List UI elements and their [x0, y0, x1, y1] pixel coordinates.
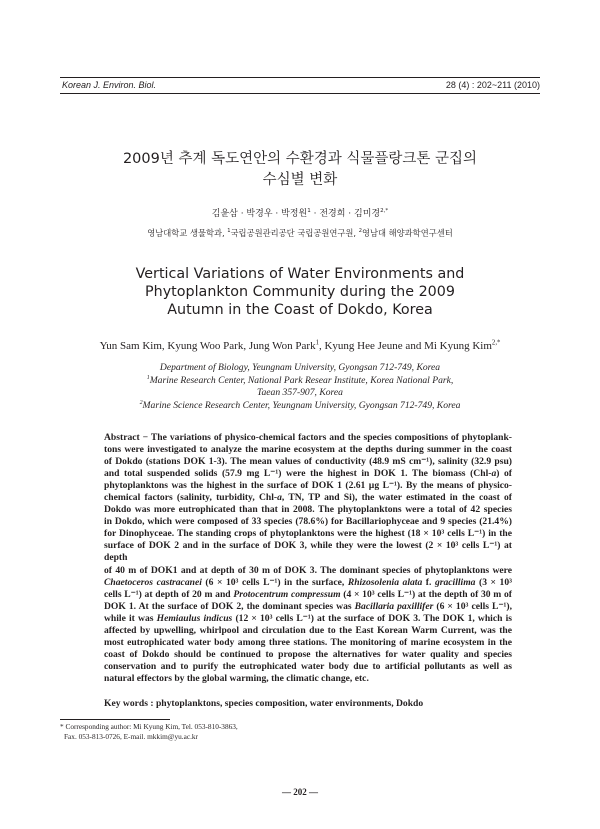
abstract-text: (12 × 10³ cells L⁻¹) at the surface of DOK 3. The DOK 1, which is [232, 612, 512, 624]
species-name: gracillima [434, 576, 476, 588]
footnote-line: * Corresponding author: Mi Kyung Kim, Tel. 053-810-3863, [60, 722, 238, 731]
species-name: Chaetoceros castracanei [104, 576, 202, 588]
korean-title-line-2: 수심별 변화 [262, 172, 338, 188]
journal-name: Korean J. Environ. Biol. [62, 80, 157, 90]
abstract-line [104, 492, 512, 504]
abstract-line: tons were investigated to analyze the marine ecosystem at the depths during summer in the coast [104, 444, 512, 456]
abstract-text: cells L⁻¹) at depth of 20 m and [104, 588, 234, 600]
english-affiliations [60, 362, 540, 412]
abstract-line [104, 601, 512, 613]
keywords: Key words : phytoplanktons, species composition, water environments, Dokdo [104, 698, 424, 709]
korean-affil-sup: 1 [227, 228, 231, 235]
korean-affil-sup: 2 [358, 228, 362, 235]
affiliation-line: Department of Biology, Yeungnam University, Gyongsan 712-749, Korea [159, 362, 441, 373]
korean-affil-text: 영남대학교 생물학과, [147, 228, 228, 238]
abstract-line: for Dinophyceae. The standing crops of phytoplanktons were the highest (18 × 10³ cells L⁻¹) in the [104, 528, 512, 540]
affiliation-line [60, 400, 540, 413]
abstract-line [104, 613, 512, 625]
abstract-line: coast of Dokdo should be continued to propose the alternatives for water quality and species [104, 648, 512, 660]
abstract-text: (4 × 10³ cells L⁻¹) at the depth of 30 m of [340, 588, 512, 600]
species-name: Hemiaulus indicus [156, 612, 233, 624]
species-name: Protocentrum compressum [233, 588, 341, 600]
abstract-line: affected by upwelling, whirlpool and circulation due to the East Korean Warm Current, was the [104, 624, 512, 636]
korean-title-line-1: 2009년 추계 독도연안의 수환경과 식물플랑크톤 군집의 [122, 151, 478, 167]
species-name: Rhizosolenia alata [347, 576, 423, 588]
korean-affil-text: 국립공원관리공단 국립공원연구원, [230, 228, 359, 238]
english-authors [60, 340, 540, 352]
abstract [104, 432, 512, 685]
abstract-line: conservation and to purify the eutrophicated water body due to artificial pollutants as well as [104, 660, 512, 672]
abstract-italic: a [491, 468, 497, 480]
abstract-text: DOK 1. At the surface of DOK 2, the dominant species was [104, 600, 355, 612]
abstract-text: while it was [104, 612, 157, 624]
abstract-text: chemical factors (salinity, turbidity, Chl- [104, 492, 278, 504]
affiliation-text: Marine Science Research Center, Yeungnam University, Gyongsan 712-749, Korea [142, 399, 461, 411]
abstract-line: natural effectors by the global warming, the climatic change, etc. [104, 672, 369, 684]
corresponding-author-footnote [60, 722, 360, 741]
korean-author-sup: 1 [307, 208, 311, 214]
header-top-rule [60, 77, 540, 78]
abstract-line: most eutrophicated water body among three stations. The monitoring of marine ecosystem in the [104, 636, 512, 648]
korean-affiliations [60, 227, 540, 239]
abstract-line: phytoplanktons was the highest in the surface of DOK 1 (2.61 µg L⁻¹). By the means of physico- [104, 480, 512, 492]
abstract-italic: a [277, 492, 282, 504]
english-title [60, 265, 540, 319]
running-header [60, 78, 540, 93]
affiliation-sup: 1 [146, 374, 150, 381]
abstract-text: (6 × 10³ cells L⁻¹) in the surface, [201, 576, 348, 588]
abstract-text: and total suspended solids (57.9 mg L⁻¹) were the highest in DOK 1. The biomass (Chl- [104, 468, 492, 480]
affiliation-text: Marine Research Center, National Park Resear Institute, Korea National Park, [149, 374, 454, 386]
abstract-text: (6 × 10³ cells L⁻¹), [433, 600, 512, 612]
abstract-line: Dokdo was more eutrophicated than that in 2008. The phytoplanktons were a total of 42 species [104, 504, 512, 516]
english-author-text: Yun Sam Kim, Kyung Woo Park, Jung Won Park [99, 340, 316, 352]
korean-authors [60, 206, 540, 219]
english-title-line-2: Phytoplankton Community during the 2009 [145, 284, 455, 300]
english-title-line-1: Vertical Variations of Water Environments and [135, 266, 465, 282]
english-author-sup: 2,* [491, 339, 501, 347]
abstract-line: in Dokdo, which were composed of 33 species (78.6%) for Bacillariophyceae and 9 species (21.4%) [104, 516, 512, 528]
korean-author-text: 김윤삼 · 박경우 · 박정원 [211, 209, 308, 219]
species-name: Bacillaria paxillifer [354, 600, 434, 612]
abstract-line: surface of DOK 2 and in the surface of DOK 3, while they were the lowest (2 × 10³ cells L⁻¹) at depth [104, 540, 512, 564]
english-author-sup: 1 [315, 339, 319, 347]
abstract-line [104, 589, 512, 601]
korean-title [60, 149, 540, 191]
korean-affil-text: 영남대 해양과학연구센터 [361, 228, 453, 238]
abstract-text: f. [422, 576, 435, 588]
abstract-line: of Dokdo (stations DOK 1-3). The mean values of conductivity (48.9 mS cm⁻¹), salinity (32.9 psu) [104, 456, 512, 468]
header-bottom-rule [60, 93, 540, 94]
abstract-line: of 40 m of DOK1 and at depth of 30 m of DOK 3. The dominant species of phytoplanktons were [104, 564, 512, 576]
affiliation-line [60, 375, 540, 388]
korean-author-text: · 전경희 · 김미경 [310, 209, 381, 219]
abstract-line [104, 468, 512, 480]
english-title-line-3: Autumn in the Coast of Dokdo, Korea [167, 302, 433, 318]
volume-issue-pages: 28 (4) : 202~211 (2010) [445, 80, 540, 90]
page-number: — 202 — [282, 787, 318, 797]
abstract-line: Abstract − The variations of physico-chemical factors and the species compositions of phytoplank- [104, 432, 512, 443]
affiliation-sup: 2 [139, 399, 143, 406]
korean-author-sup: 2,* [380, 208, 389, 214]
footnote-rule [60, 719, 170, 720]
affiliation-line: Taean 357-907, Korea [257, 387, 343, 398]
english-author-text: , Kyung Hee Jeune and Mi Kyung Kim [318, 340, 492, 352]
abstract-text: , TN, TP and Si), the water estimated in the coast of [281, 492, 513, 504]
abstract-line [104, 577, 512, 589]
abstract-text: (3 × 10³ [475, 576, 513, 588]
footnote-line: Fax. 053-813-0726, E-mail. mkkim@yu.ac.kr [64, 731, 198, 741]
abstract-text: ) of [496, 468, 512, 480]
